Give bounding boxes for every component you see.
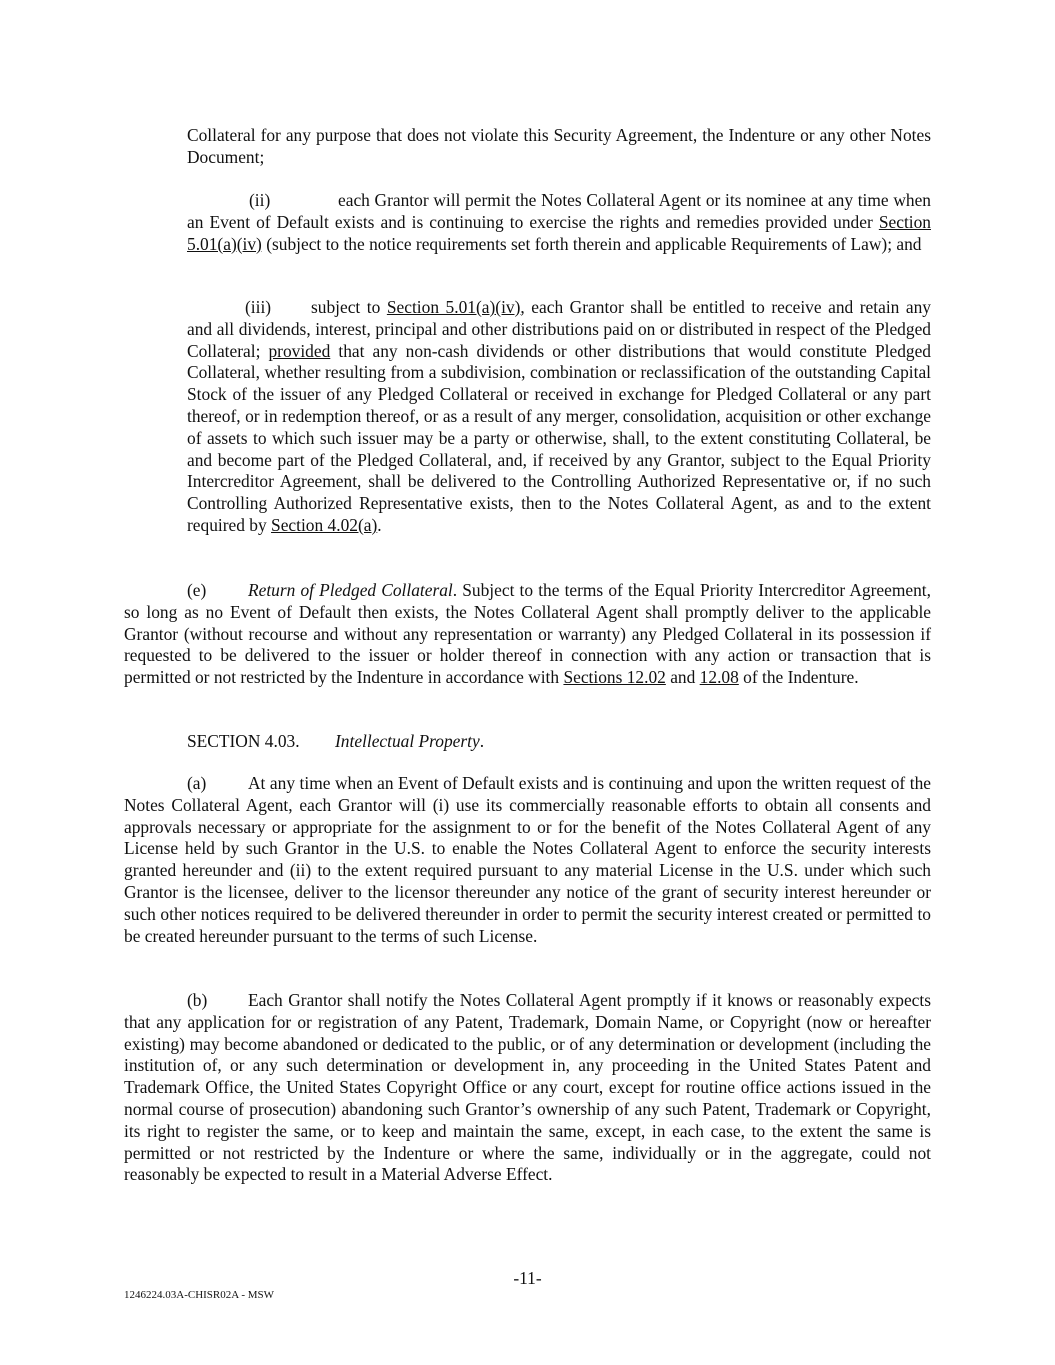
section-title-end: . <box>479 731 485 751</box>
section-label: SECTION 4.03. <box>187 731 300 751</box>
continuation-paragraph <box>187 125 931 169</box>
subsection-e-text-b: and <box>665 667 700 688</box>
page-number: -11- <box>513 1268 542 1288</box>
subsection-e-text-a: . Subject to the terms of the Equal Priority Intercreditor Agreement, so long as no Event of Default then exists, the Notes Collateral Agent shall promptly deliver to the applicable Grantor (without recourse and without any representation or warranty) any Pledged Collateral in its possession if requested to be delivered to the issuer or holder thereof in connection with any action or transaction that is permitted or not restricted by the Indenture in accordance with <box>124 580 931 688</box>
clause-ii-paragraph <box>187 190 931 255</box>
clause-iii-text-d: . <box>377 514 382 535</box>
subsection-a-paragraph <box>124 773 931 947</box>
clause-ii-text-a: each Grantor will permit the Notes Collateral Agent or its nominee at any time when an Event of Default exists and is continuing to exercise the rights and remedies provided under <box>187 190 931 232</box>
provided-term: provided <box>268 340 331 361</box>
subsection-e-title: Return of Pledged Collateral <box>248 580 453 600</box>
clause-iii-text-c: that any non-cash dividends or other distributions that would constitute Pledged Collateral, whether resulting from a subdivision, combination or reclassification of the outstanding Capital Stock of the issuer of any Pledged Collateral or received in exchange for Pledged Collateral or any part thereof, or in redemption thereof, or as a result of any merger, consolidation, acquisition or other exchange of assets to which such issuer may be a party or otherwise, shall, to the extent constituting Collateral, be and become part of the Pledged Collateral, and, if received by any Grantor, subject to the Equal Priority Intercreditor Agreement, shall be delivered to the Controlling Authorized Representative or, if no such Controlling Authorized Representative exists, then to the Notes Collateral Agent, as and to the extent required by <box>187 340 931 535</box>
subsection-e-paragraph <box>124 580 931 689</box>
clause-iii-paragraph <box>187 297 931 537</box>
section-5-01-link[interactable]: Section 5.01(a)(iv) <box>386 297 521 317</box>
subsection-b-paragraph <box>124 990 931 1186</box>
section-title: Intellectual Property <box>335 731 480 751</box>
subsection-e-text-c: of the Indenture. <box>738 667 859 688</box>
section-12-08-link[interactable]: 12.08 <box>699 667 739 688</box>
subsection-e-number: (e) <box>187 580 207 600</box>
clause-iii-text-b: , each Grantor shall be entitled to receive and retain any and all dividends, interest, principal and other distributions paid on or distributed in respect of the Pledged Collateral; <box>187 297 931 361</box>
clause-ii-number: (ii) <box>249 190 271 210</box>
subsection-b-number: (b) <box>187 990 208 1010</box>
continuation-text: Collateral for any purpose that does not violate this Security Agreement, the Indenture or any other Notes Document; <box>187 125 931 167</box>
clause-iii-text-a: subject to <box>311 297 387 317</box>
sections-12-02-link[interactable]: Sections 12.02 <box>563 667 666 688</box>
clause-iii-number: (iii) <box>245 297 272 317</box>
section-5-01-link[interactable]: Section 5.01(a)(iv) <box>187 211 931 254</box>
section-heading <box>124 731 931 753</box>
clause-ii-text-b: (subject to the notice requirements set forth therein and applicable Requirements of Law); and <box>261 233 922 254</box>
subsection-b-text: Each Grantor shall notify the Notes Collateral Agent promptly if it knows or reasonably expects that any application for or registration of any Patent, Trademark, Domain Name, or Copyright (now or hereafter existing) may become abandoned or dedicated to the public, or of any determination or development (including the institution of, or any such determination or development in, any proceeding in the United States Patent and Trademark Office, the United States Copyright Office or any court, except for routine office actions issued in the normal course of prosecution) abandoning such Grantor’s ownership of any such Patent, Trademark or Copyright, its right to register the same, or to keep and maintain the same, except, in each case, to the extent the same is permitted or not restricted by the Indenture or where the same, individually or in the aggregate, could not reasonably be expected to result in a Material Adverse Effect. <box>124 990 931 1185</box>
subsection-a-text: At any time when an Event of Default exists and is continuing and upon the written request of the Notes Collateral Agent, each Grantor will (i) use its commercially reasonable efforts to obtain all consents and approvals necessary or appropriate for the assignment to or for the benefit of the Notes Collateral Agent of any License held by such Grantor in the U.S. to enable the Notes Collateral Agent to enforce the security interests granted hereunder and (ii) to the extent required pursuant to any material License in the U.S. under which such Grantor is the licensee, deliver to the licensor thereunder any notice of the grant of security interest hereunder or such other notices required to be delivered thereunder in order to permit the security interest created or permitted to be created hereunder pursuant to the terms of such License. <box>124 773 931 946</box>
section-4-02a-link[interactable]: Section 4.02(a) <box>271 514 378 535</box>
subsection-a-number: (a) <box>187 773 207 793</box>
document-id: 1246224.03A-CHISR02A - MSW <box>124 1289 275 1301</box>
